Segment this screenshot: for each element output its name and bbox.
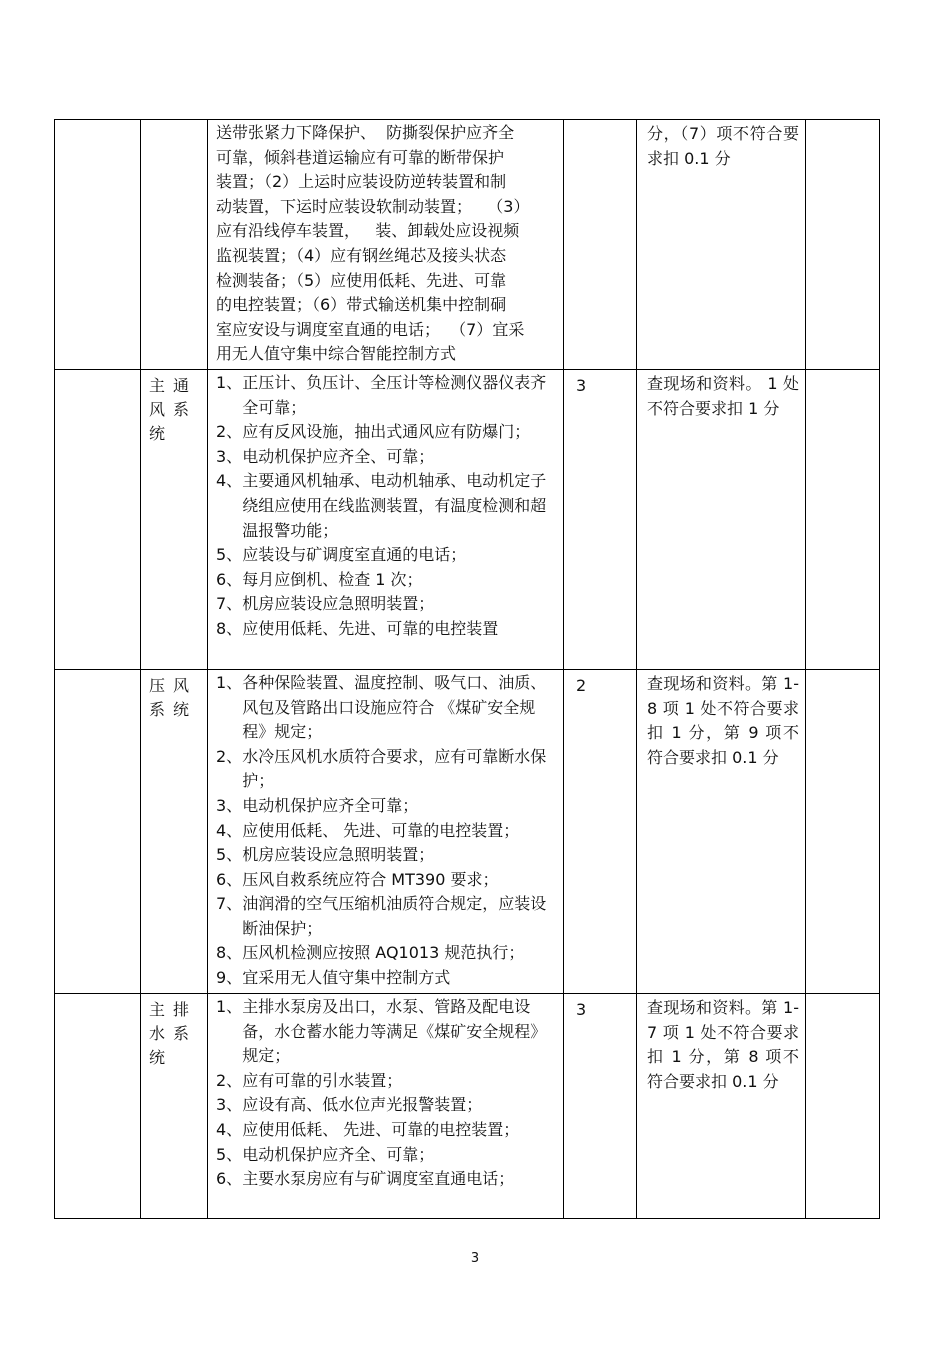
item-text: 主要通风机轴承、电动机轴承、电动机定子绕组应使用在线监测装置，有温度检测和超温报警功能；	[242, 471, 547, 540]
item-number: 4、	[216, 820, 243, 840]
content-line: 应有沿线停车装置， 装、卸载处应设视频	[216, 221, 520, 241]
item-number: 4、	[216, 1119, 243, 1139]
requirement-item	[216, 819, 557, 844]
remark-cell	[806, 369, 880, 669]
system-cell	[141, 120, 208, 370]
item-text: 压风机检测应按照 AQ1013 规范执行；	[242, 943, 525, 963]
content-cell	[208, 369, 564, 669]
content-line: 检测装备；（5）应使用低耗、先进、可靠	[216, 270, 507, 290]
content-cell	[208, 669, 564, 993]
item-number: 4、	[216, 471, 243, 491]
item-text: 水冷压风机水质符合要求，应有可靠断水保护；	[242, 746, 547, 791]
item-number: 1、	[216, 672, 243, 692]
item-text: 每月应倒机、检查 1 次；	[242, 569, 423, 589]
content-list	[208, 994, 563, 1194]
remark-cell	[806, 669, 880, 993]
category-cell	[55, 369, 141, 669]
requirement-item	[216, 843, 557, 868]
requirement-item	[216, 1093, 557, 1118]
item-number: 2、	[216, 422, 243, 442]
requirement-item	[216, 1069, 557, 1094]
item-number: 5、	[216, 1144, 243, 1164]
requirement-item	[216, 892, 557, 941]
item-number: 2、	[216, 746, 243, 766]
score-cell	[564, 369, 637, 669]
requirement-item	[216, 1167, 557, 1192]
method-cell	[637, 369, 806, 669]
requirement-item	[216, 995, 557, 1069]
system-cell	[141, 669, 208, 993]
score-cell	[564, 993, 637, 1218]
item-number: 6、	[216, 1169, 243, 1189]
item-number: 7、	[216, 894, 243, 914]
score-value: 2	[576, 675, 587, 695]
content-text	[208, 120, 563, 369]
requirement-item	[216, 868, 557, 893]
content-line: 用无人值守集中综合智能控制方式	[216, 344, 457, 364]
item-number: 1、	[216, 372, 243, 392]
score-cell	[564, 120, 637, 370]
item-text: 正压计、负压计、全压计等检测仪器仪表齐全可靠；	[242, 372, 547, 417]
requirement-item	[216, 617, 557, 642]
item-text: 油润滑的空气压缩机油质符合规定，应装设断油保护；	[242, 894, 547, 938]
item-number: 7、	[216, 594, 243, 614]
requirement-item	[216, 671, 557, 745]
requirement-item	[216, 445, 557, 470]
requirement-item	[216, 941, 557, 966]
system-cell	[141, 993, 208, 1218]
requirement-item	[216, 420, 557, 445]
method-cell	[637, 993, 806, 1218]
table-row	[55, 993, 880, 1218]
requirement-item	[216, 1118, 557, 1143]
requirement-item	[216, 745, 557, 794]
item-text: 电动机保护应齐全、可靠；	[242, 1144, 435, 1164]
item-number: 8、	[216, 618, 243, 638]
category-cell	[55, 993, 141, 1218]
item-text: 应有反风设施，抽出式通风应有防爆门；	[242, 422, 531, 442]
item-number: 3、	[216, 1095, 243, 1115]
score-value: 3	[576, 999, 587, 1019]
method-text: 查现场和资料。第 1-8 项 1 处不符合要求扣 1 分，第 9 项不符合要求扣 0.1 分	[647, 673, 799, 767]
item-number: 2、	[216, 1070, 243, 1090]
score-value: 3	[576, 375, 587, 395]
item-text: 应装设与矿调度室直通的电话；	[242, 545, 467, 565]
item-number: 6、	[216, 569, 243, 589]
system-name: 主排水系统	[149, 999, 189, 1067]
method-cell: 分，（7）项不符合要求扣 0.1 分	[637, 120, 806, 370]
category-cell	[55, 669, 141, 993]
item-text: 各种保险装置、温度控制、吸气口、油质、风包及管路出口设施应符合 《煤矿安全规程》规定；	[242, 672, 547, 742]
item-text: 机房应装设应急照明装置；	[242, 594, 435, 614]
item-number: 8、	[216, 943, 243, 963]
item-text: 应使用低耗、 先进、可靠的电控装置；	[242, 820, 520, 840]
table-row	[55, 120, 880, 370]
item-number: 5、	[216, 845, 243, 865]
system-name: 主通风系统	[149, 375, 189, 443]
item-text: 主排水泵房及出口，水泵、管路及配电设备，水仓蓄水能力等满足《煤矿安全规程》规定；	[242, 996, 547, 1066]
requirement-item	[216, 592, 557, 617]
content-line: 监视装置；（4）应有钢丝绳芯及接头状态	[216, 245, 507, 265]
requirement-item	[216, 966, 557, 991]
content-line: 可靠，倾斜巷道运输应有可靠的断带保护	[216, 147, 505, 167]
item-text: 应使用低耗、 先进、可靠的电控装置；	[242, 1119, 520, 1139]
content-list	[208, 370, 563, 644]
standards-table	[54, 119, 880, 1219]
method-text: 查现场和资料。 1 处不符合要求扣 1 分	[647, 373, 799, 418]
requirement-item	[216, 371, 557, 420]
item-text: 机房应装设应急照明装置；	[242, 845, 435, 865]
item-text: 应有可靠的引水装置；	[242, 1070, 403, 1090]
content-list	[208, 670, 563, 993]
content-line: 室应安设与调度室直通的电话； （7）宜采	[216, 319, 525, 339]
requirement-item	[216, 469, 557, 543]
remark-cell	[806, 120, 880, 370]
requirement-item	[216, 794, 557, 819]
content-line: 送带张紧力下降保护、 防撕裂保护应齐全	[216, 123, 515, 142]
content-line: 动装置，下运时应装设软制动装置； （3）	[216, 196, 530, 216]
method-text: 查现场和资料。第 1-7 项 1 处不符合要求扣 1 分，第 8 项不符合要求扣 0.1 分	[647, 997, 799, 1091]
item-number: 3、	[216, 795, 243, 815]
table-row	[55, 669, 880, 993]
item-text: 电动机保护应齐全可靠；	[242, 795, 419, 815]
content-line: 装置；（2）上运时应装设防逆转装置和制	[216, 172, 507, 192]
item-text: 应设有高、低水位声光报警装置；	[242, 1095, 483, 1115]
category-cell	[55, 120, 141, 370]
item-number: 6、	[216, 869, 243, 889]
remark-cell	[806, 993, 880, 1218]
item-text: 主要水泵房应有与矿调度室直通电话；	[242, 1169, 515, 1189]
item-text: 宜采用无人值守集中控制方式	[242, 968, 451, 988]
item-number: 9、	[216, 968, 243, 988]
content-line: 的电控装置；（6）带式输送机集中控制硐	[216, 295, 507, 315]
item-number: 1、	[216, 996, 243, 1016]
requirement-item	[216, 568, 557, 593]
content-cell	[208, 120, 564, 370]
table-row	[55, 369, 880, 669]
item-number: 5、	[216, 545, 243, 565]
system-name: 压风系统	[149, 675, 189, 719]
item-text: 压风自救系统应符合 MT390 要求；	[242, 869, 499, 889]
item-text: 应使用低耗、先进、可靠的电控装置	[242, 618, 499, 638]
item-text: 电动机保护应齐全、可靠；	[242, 446, 435, 466]
item-number: 3、	[216, 446, 243, 466]
requirement-item	[216, 1143, 557, 1168]
page-number: 3	[470, 1251, 480, 1266]
system-cell	[141, 369, 208, 669]
requirement-item	[216, 543, 557, 568]
score-cell	[564, 669, 637, 993]
method-cell	[637, 669, 806, 993]
content-cell	[208, 993, 564, 1218]
